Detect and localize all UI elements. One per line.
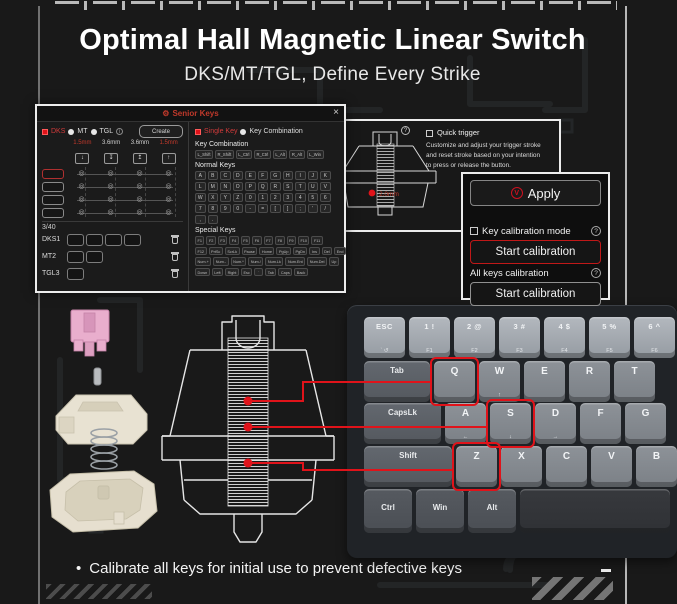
normal-key-chip[interactable]: P <box>245 182 256 191</box>
key-d[interactable]: D → <box>535 403 576 444</box>
normal-key-chip[interactable]: Y <box>220 193 231 202</box>
key-capslk[interactable]: CapsLk <box>364 403 441 444</box>
dial-icon[interactable]: ◎ <box>107 208 114 216</box>
modifier-key-chip[interactable]: R_Ctrl <box>254 150 271 159</box>
start-calibration-button[interactable]: Start calibration <box>470 240 601 264</box>
stroke-value: 1.5mm <box>73 140 92 146</box>
normal-key-chip[interactable]: 0 <box>245 193 256 202</box>
normal-key-chip[interactable]: . <box>208 215 219 224</box>
macro-slot[interactable] <box>67 234 84 246</box>
normal-key-chip[interactable]: 1 <box>258 193 269 202</box>
create-button[interactable]: Create <box>139 125 183 138</box>
key-tab[interactable]: Tab <box>364 361 430 402</box>
macro-slot[interactable] <box>105 234 122 246</box>
special-key-chip[interactable]: End <box>334 247 346 256</box>
key-q[interactable]: Q <box>434 361 475 402</box>
special-key-chip[interactable]: Ins <box>309 247 319 256</box>
switch-bottom-housing <box>50 471 157 532</box>
radio-tgl[interactable] <box>91 129 97 135</box>
modifier-key-chip[interactable]: L_Ctrl <box>236 150 252 159</box>
marker-label: 2.0mm <box>379 191 399 198</box>
macro-row-mt2 <box>42 248 183 265</box>
key-b[interactable]: B <box>636 446 677 487</box>
special-key-chip[interactable]: Home <box>259 247 274 256</box>
macro-slot[interactable] <box>124 234 141 246</box>
stroke-value: 1.5mm <box>159 140 178 146</box>
key-select-panel <box>189 122 346 291</box>
normal-key-chip[interactable]: ] <box>283 204 294 213</box>
apply-label: Apply <box>527 185 561 201</box>
special-key-chip[interactable]: F6 <box>252 236 261 245</box>
normal-key-chip[interactable]: V <box>320 182 331 191</box>
hazard-stripes-left <box>46 584 152 599</box>
dial-icon[interactable]: ◎ <box>165 195 172 203</box>
stroke-columns <box>68 140 183 164</box>
desc-line: to press or release the button. <box>426 161 511 169</box>
special-key-chip[interactable]: Num.+ <box>195 257 211 266</box>
special-key-chip[interactable]: F3 <box>218 236 227 245</box>
dks-panel <box>37 122 189 291</box>
macro-row-dks1 <box>42 231 183 248</box>
normal-key-chip[interactable]: 6 <box>320 193 331 202</box>
special-key-chip[interactable]: Num.- <box>213 257 228 266</box>
key-r[interactable]: R <box>569 361 610 402</box>
normal-key-chip[interactable]: 7 <box>195 204 206 213</box>
help-icon[interactable]: ? <box>591 226 601 236</box>
normal-key-chip[interactable]: R <box>270 182 281 191</box>
special-key-chip[interactable]: Num.Del <box>307 257 327 266</box>
keyboard <box>347 305 677 558</box>
normal-key-chip[interactable]: 5 <box>308 193 319 202</box>
normal-key-chip[interactable]: 3 <box>283 193 294 202</box>
key-slot[interactable] <box>42 169 64 179</box>
dial-icon[interactable]: ◎ <box>107 169 114 177</box>
key-f[interactable]: F <box>580 403 621 444</box>
key-4[interactable]: 4 $ F4 <box>544 317 585 358</box>
dial-icon[interactable]: ◎ <box>136 208 143 216</box>
special-key-chip[interactable]: Esc <box>241 268 252 277</box>
special-key-chip[interactable]: Caps <box>278 268 292 277</box>
highlight-box-s <box>486 399 535 448</box>
macro-name: TGL3 <box>42 270 60 277</box>
key-a[interactable]: A ← <box>445 403 486 444</box>
quick-trigger-label: Quick trigger <box>437 128 480 137</box>
start-all-calibration-button[interactable]: Start calibration <box>470 282 601 306</box>
normal-key-chip[interactable]: - <box>245 204 256 213</box>
key-shift[interactable]: Shift <box>364 446 452 487</box>
dial-icon[interactable]: ◎ <box>78 208 85 216</box>
exploded-switch-illustration <box>38 298 166 566</box>
special-key-chip[interactable]: F11 <box>311 236 322 245</box>
normal-key-chip[interactable]: 4 <box>295 193 306 202</box>
normal-key-chip[interactable]: N <box>220 182 231 191</box>
special-key-chip[interactable]: Num.Ent <box>285 257 305 266</box>
special-key-chip[interactable]: Up <box>329 257 339 266</box>
senior-keys-window <box>35 104 346 293</box>
mode-label-dks[interactable]: DKS <box>51 128 66 135</box>
special-key-chip[interactable]: ScrLk <box>225 247 240 256</box>
dial-icon[interactable]: ◎ <box>107 182 114 190</box>
trash-icon[interactable] <box>171 269 179 278</box>
apply-button[interactable] <box>470 180 601 206</box>
special-key-chip[interactable]: Left <box>212 268 223 277</box>
normal-key-chip[interactable]: [ <box>270 204 281 213</box>
dial-icon[interactable]: ◎ <box>165 182 172 190</box>
window-title-text: Senior Keys <box>172 109 219 118</box>
mode-label-key-combination[interactable]: Key Combination <box>249 128 303 135</box>
key-alt[interactable]: Alt <box>468 489 516 533</box>
macro-counter: 3/40 <box>42 221 183 231</box>
radio-single-key[interactable] <box>195 129 201 135</box>
normal-key-chip[interactable]: Z <box>233 193 244 202</box>
special-key-chip[interactable]: Down <box>195 268 210 277</box>
section-normal-keys: Normal Keys <box>195 162 236 170</box>
footer-note-text: Calibrate all keys for initial use to prevent defective keys <box>89 560 462 577</box>
special-key-chip[interactable]: PgDn <box>293 247 308 256</box>
macro-row-tgl3 <box>42 265 183 282</box>
normal-key-chip[interactable]: G <box>270 171 281 180</box>
stroke-value: 3.6mm <box>130 140 150 146</box>
mini-dash-decoration <box>601 569 611 572</box>
normal-key-chip[interactable]: A <box>195 171 206 180</box>
desc-line: and reset stroke based on your intention <box>426 151 541 159</box>
help-icon[interactable]: ? <box>591 268 601 278</box>
help-icon[interactable]: ? <box>401 126 410 135</box>
special-key-chip[interactable]: F7 <box>264 236 273 245</box>
macro-name: DKS1 <box>42 236 61 243</box>
normal-key-chip[interactable]: M <box>208 182 219 191</box>
bullet-icon: • <box>76 560 82 577</box>
calibration-panel <box>461 172 610 300</box>
arrow-up-icon[interactable]: ↑ <box>162 153 176 164</box>
normal-key-chip[interactable]: H <box>283 171 294 180</box>
special-key-chip[interactable]: PrtSc <box>209 247 223 256</box>
key-slot[interactable] <box>42 208 64 218</box>
modifier-key-chip[interactable]: L_Shift <box>195 150 213 159</box>
dial-icon[interactable]: ◎ <box>165 208 172 216</box>
normal-key-chip[interactable]: / <box>320 204 331 213</box>
special-key-chip[interactable]: ` <box>254 268 263 277</box>
modifier-key-chip[interactable]: L_Alt <box>273 150 288 159</box>
special-key-chip[interactable]: PgUp <box>276 247 291 256</box>
key-slot[interactable] <box>42 195 64 205</box>
special-key-chip[interactable]: F8 <box>275 236 284 245</box>
normal-key-chip[interactable]: O <box>233 182 244 191</box>
trigger-point-dot <box>369 190 376 197</box>
macro-slot[interactable] <box>86 251 103 263</box>
special-key-chip[interactable]: F1 <box>195 236 204 245</box>
switch-pin <box>94 368 101 385</box>
key-x[interactable]: X <box>501 446 542 487</box>
stroke-value: 3.6mm <box>101 140 121 146</box>
normal-key-chip[interactable]: = <box>258 204 269 213</box>
key-win[interactable]: Win <box>416 489 464 533</box>
macro-name: MT2 <box>42 253 56 260</box>
macro-slot[interactable] <box>86 234 103 246</box>
page-title: Optimal Hall Magnetic Linear Switch <box>79 24 586 56</box>
key-slot-grid <box>42 167 183 219</box>
normal-key-chip[interactable]: F <box>258 171 269 180</box>
key-z[interactable]: Z <box>456 446 497 487</box>
all-keys-calibration-label: All keys calibration <box>470 267 549 279</box>
switch-mini-diagram-icon <box>333 129 443 229</box>
header <box>40 24 625 86</box>
special-key-chip[interactable]: Pause <box>242 247 258 256</box>
normal-key-chip[interactable]: B <box>208 171 219 180</box>
trash-icon[interactable] <box>171 252 179 261</box>
dial-icon[interactable]: ◎ <box>136 182 143 190</box>
key-g[interactable]: G <box>625 403 666 444</box>
normal-key-chip[interactable]: , <box>195 215 206 224</box>
top-dashed-ticks <box>55 1 617 10</box>
normal-key-chip[interactable]: ; <box>295 204 306 213</box>
window-titlebar[interactable] <box>37 106 344 122</box>
radio-dks[interactable] <box>42 129 48 135</box>
key-2[interactable]: 2 @ F2 <box>454 317 495 358</box>
key-space[interactable] <box>520 489 670 533</box>
dial-icon[interactable]: ◎ <box>78 195 85 203</box>
switch-stem-pink <box>71 310 109 356</box>
normal-key-chip[interactable]: 8 <box>208 204 219 213</box>
mode-label-mt[interactable]: MT <box>77 128 88 135</box>
window-title <box>162 109 218 118</box>
normal-key-chip[interactable]: C <box>220 171 231 180</box>
modifier-key-chip[interactable]: R_Alt <box>289 150 304 159</box>
key-c[interactable]: C <box>546 446 587 487</box>
dial-icon[interactable]: ◎ <box>136 195 143 203</box>
special-key-chip[interactable]: F4 <box>229 236 238 245</box>
mode-label-single-key[interactable]: Single Key <box>204 128 238 135</box>
normal-key-chip[interactable]: 2 <box>270 193 281 202</box>
normal-key-chip[interactable]: W <box>195 193 206 202</box>
key-s[interactable]: S ↓ <box>490 403 531 444</box>
macro-slot[interactable] <box>67 251 84 263</box>
normal-key-chip[interactable]: U <box>308 182 319 191</box>
special-key-chip[interactable]: Num.Lk <box>265 257 283 266</box>
key-3[interactable]: 3 # F3 <box>499 317 540 358</box>
desc-line: Customize and adjust your trigger stroke <box>426 142 541 149</box>
key-e[interactable]: E <box>524 361 565 402</box>
normal-key-chip[interactable]: ' <box>308 204 319 213</box>
normal-key-chip[interactable]: Q <box>258 182 269 191</box>
mode-label-tgl[interactable]: TGL <box>99 128 114 135</box>
highlight-box-q <box>430 357 479 406</box>
radio-mt[interactable] <box>68 129 74 135</box>
normal-key-chip[interactable]: 0 <box>233 204 244 213</box>
section-key-combination: Key Combination <box>195 141 249 148</box>
dial-icon[interactable]: ◎ <box>107 195 114 203</box>
gear-icon: ⚙ <box>162 109 170 118</box>
special-key-chip[interactable]: Right <box>225 268 239 277</box>
info-icon[interactable]: i <box>116 128 123 135</box>
normal-key-chip[interactable]: S <box>283 182 294 191</box>
special-key-chip[interactable]: F9 <box>287 236 296 245</box>
modifier-key-chip[interactable]: L_Win <box>307 150 324 159</box>
dial-icon[interactable]: ◎ <box>165 169 172 177</box>
key-calibration-checkbox[interactable] <box>470 227 478 235</box>
key-6[interactable]: 6 ^ F6 <box>634 317 675 358</box>
special-key-chip[interactable]: Num.* <box>231 257 247 266</box>
special-key-chip[interactable]: Del <box>322 247 333 256</box>
normal-key-chip[interactable]: 9 <box>220 204 231 213</box>
special-key-chip[interactable]: F10 <box>298 236 310 245</box>
normal-key-chip[interactable]: E <box>245 171 256 180</box>
key-slot[interactable] <box>42 182 64 192</box>
trash-icon[interactable] <box>171 235 179 244</box>
special-key-chip[interactable]: F5 <box>241 236 250 245</box>
key-esc[interactable]: ESC ` ↺ <box>364 317 405 358</box>
dial-icon[interactable]: ◎ <box>136 169 143 177</box>
key-v[interactable]: V <box>591 446 632 487</box>
special-key-chip[interactable]: Tab <box>265 268 276 277</box>
special-key-chip[interactable]: Back <box>294 268 307 277</box>
special-key-chip[interactable]: F2 <box>206 236 215 245</box>
switch-cross-section-diagram <box>160 312 340 552</box>
section-special-keys: Special Keys <box>195 227 236 235</box>
dial-icon[interactable]: ◎ <box>78 169 85 177</box>
page-subtitle: DKS/MT/TGL, Define Every Strike <box>184 64 481 85</box>
dial-icon[interactable]: ◎ <box>78 182 85 190</box>
normal-key-chip[interactable]: X <box>208 193 219 202</box>
key-5[interactable]: 5 % F5 <box>589 317 630 358</box>
arrow-down-icon[interactable]: ↓ <box>75 153 89 164</box>
key-1[interactable]: 1 ! F1 <box>409 317 450 358</box>
key-t[interactable]: T <box>614 361 655 402</box>
key-ctrl[interactable]: Ctrl <box>364 489 412 533</box>
normal-key-chip[interactable]: T <box>295 182 306 191</box>
key-calibration-label: Key calibration mode <box>482 225 571 237</box>
arrow-up-bar-icon[interactable]: ↥ <box>133 153 147 164</box>
normal-key-chip[interactable]: I <box>295 171 306 180</box>
hazard-stripes-right <box>532 577 613 600</box>
normal-key-chip[interactable]: K <box>320 171 331 180</box>
modifier-key-chip[interactable]: R_Shift <box>215 150 234 159</box>
key-w[interactable]: W ↑ <box>479 361 520 402</box>
macro-slot[interactable] <box>67 268 84 280</box>
normal-key-chip[interactable]: L <box>195 182 206 191</box>
arrow-down-bar-icon[interactable]: ↧ <box>104 153 118 164</box>
quick-trigger-description <box>426 141 556 171</box>
normal-key-chip[interactable]: D <box>233 171 244 180</box>
highlight-box-z <box>452 442 501 491</box>
close-icon[interactable]: × <box>333 107 339 118</box>
radio-key-combination[interactable] <box>240 129 246 135</box>
special-key-chip[interactable]: Num./ <box>248 257 263 266</box>
apply-logo-icon: V <box>511 187 523 199</box>
normal-key-chip[interactable]: J <box>308 171 319 180</box>
special-key-chip[interactable]: F12 <box>195 247 207 256</box>
